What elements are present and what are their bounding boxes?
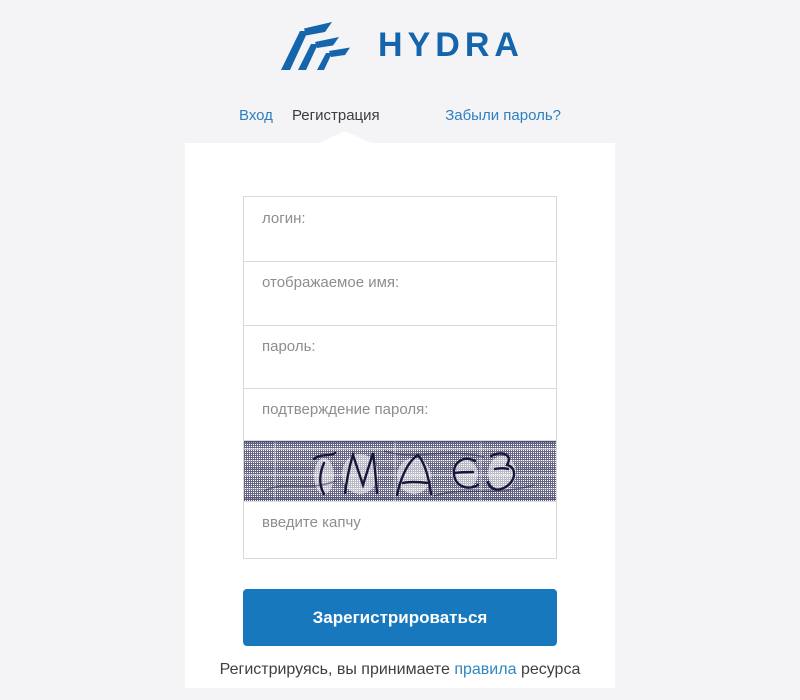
terms-text-before: Регистрируясь, вы принимаете [219, 661, 450, 678]
login-input[interactable] [244, 197, 556, 261]
terms-text-after: ресурса [520, 661, 581, 678]
captcha-image [244, 440, 556, 501]
hydra-logo-icon [276, 20, 360, 70]
logo-text: HYDRA [378, 26, 524, 64]
display-name-input[interactable] [244, 261, 556, 325]
password-input[interactable] [244, 325, 556, 388]
nav-register-tab[interactable]: Регистрация [291, 107, 380, 124]
terms-rules-link[interactable]: правила [454, 661, 517, 678]
auth-nav [239, 106, 561, 126]
logo [0, 0, 800, 76]
nav-forgot-password-link[interactable]: Забыли пароль? [445, 107, 561, 124]
captcha-input[interactable] [244, 501, 556, 558]
register-button[interactable]: Зарегистрироваться [243, 589, 557, 646]
terms-text [218, 661, 582, 679]
registration-card [185, 143, 615, 688]
password-confirm-input[interactable] [244, 388, 556, 440]
registration-form [243, 196, 557, 559]
nav-login-link[interactable]: Вход [239, 107, 273, 124]
active-tab-pointer [319, 131, 371, 143]
